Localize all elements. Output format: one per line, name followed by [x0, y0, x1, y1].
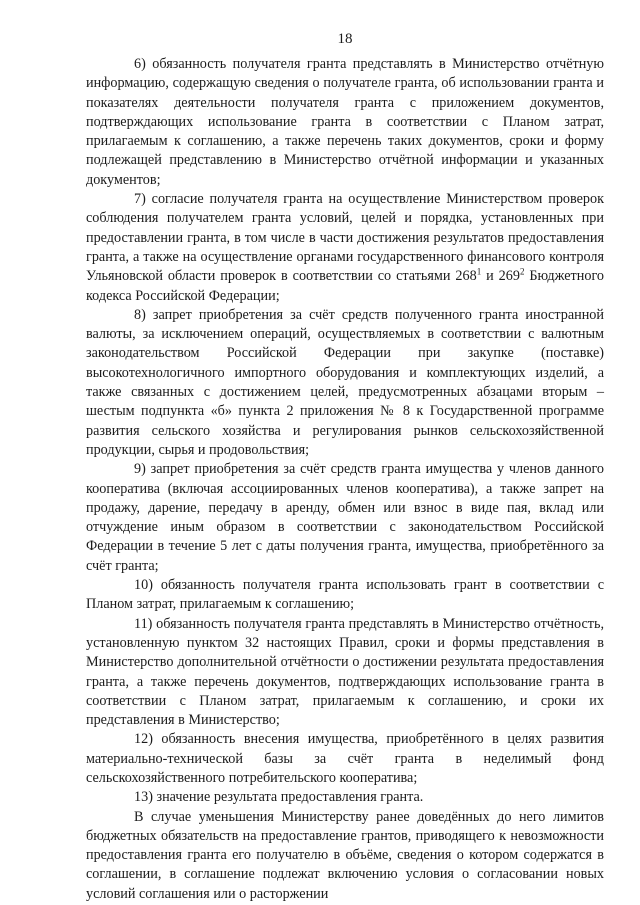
paragraph-10: 10) обязанность получателя гранта использовать грант в соответствии с Планом затрат, прилагаемым к соглашению;	[86, 577, 604, 613]
paragraph-8: 8) запрет приобретения за счёт средств полученного гранта иностранной валюты, за исключением операций, осуществляемых в соответствии с валютным законодательством Российской Федерации при закупке (поставке) высокотехнологичного импортного оборудования и комплектующих изделий, а также связанных с достижением целей, предусмотренных абзацами вторым – шестым подпункта «б» пункта 2 приложения № 8 к Государственной программе развития сельского хозяйства и регулирования рынков сельскохозяйственной продукции, сырья и продовольствия;	[86, 306, 604, 458]
paragraph-limits: В случае уменьшения Министерству ранее доведённых до него лимитов бюджетных обязательств на предоставление грантов, приводящего к невозможности предоставления гранта его получателю в объёме, сведения о котором содержатся в соглашении, в соглашение подлежат включению условия о согласовании новых условий соглашения или о расторжении	[86, 808, 604, 902]
paragraph-11: 11) обязанность получателя гранта представлять в Министерство отчётность, установленную пунктом 32 настоящих Правил, сроки и формы представления в Министерство дополнительной отчётности о достижении результата предоставления гранта, а также перечень документов, подтверждающих использование гранта в соответствии с Планом затрат, прилагаемым к соглашению, и сроки их представления в Министерство;	[86, 615, 604, 729]
page-number: 18	[337, 31, 353, 47]
paragraph-12: 12) обязанность внесения имущества, приобретённого в целях развития материально-технической базы за счёт гранта в неделимый фонд сельскохозяйственного потребительского кооператива;	[86, 731, 604, 786]
paragraph-7-text: 7) согласие получателя гранта на осуществление Министерством проверок соблюдения получателем гранта условий, целей и порядка, установленных при предоставлении гранта, в том числе в части достижения результатов предоставления гранта, а также на осуществление органами государственного финансового контроля Ульяновской области проверок в соответствии со статьями 268	[86, 191, 604, 285]
paragraph-9: 9) запрет приобретения за счёт средств гранта имущества у членов данного кооператива (включая ассоциированных членов кооператива), а также запрет на продажу, дарение, передачу в аренду, обмен или взнос в виде пая, вклад или отчуждение иным образом в соответствии с законодательством Российской Федерации в течение 5 лет с даты получения гранта, имущества, приобретённого за счёт гранта;	[86, 461, 604, 574]
paragraph-6: 6) обязанность получателя гранта представлять в Министерство отчётную информацию, содержащую сведения о получателе гранта, об использовании гранта и показателях деятельности получателя гранта с приложением документов, подтверждающих использование гранта в соответствии с Планом затрат, прилагаемым к соглашению, а также перечень таких документов, сроки и форму подлежащей представлению в Министерство отчётной информации и указанных документов;	[86, 56, 604, 188]
paragraph-7-middle: и 269	[481, 268, 520, 285]
paragraph-7	[86, 190, 604, 306]
paragraph-7-end: Бюджетного кодекса Российской Федерации;	[86, 268, 604, 304]
footnote-mark-2: 2	[519, 266, 525, 277]
paragraph-13: 13) значение результата предоставления гранта.	[134, 789, 424, 806]
footnote-mark-1: 1	[476, 266, 482, 277]
